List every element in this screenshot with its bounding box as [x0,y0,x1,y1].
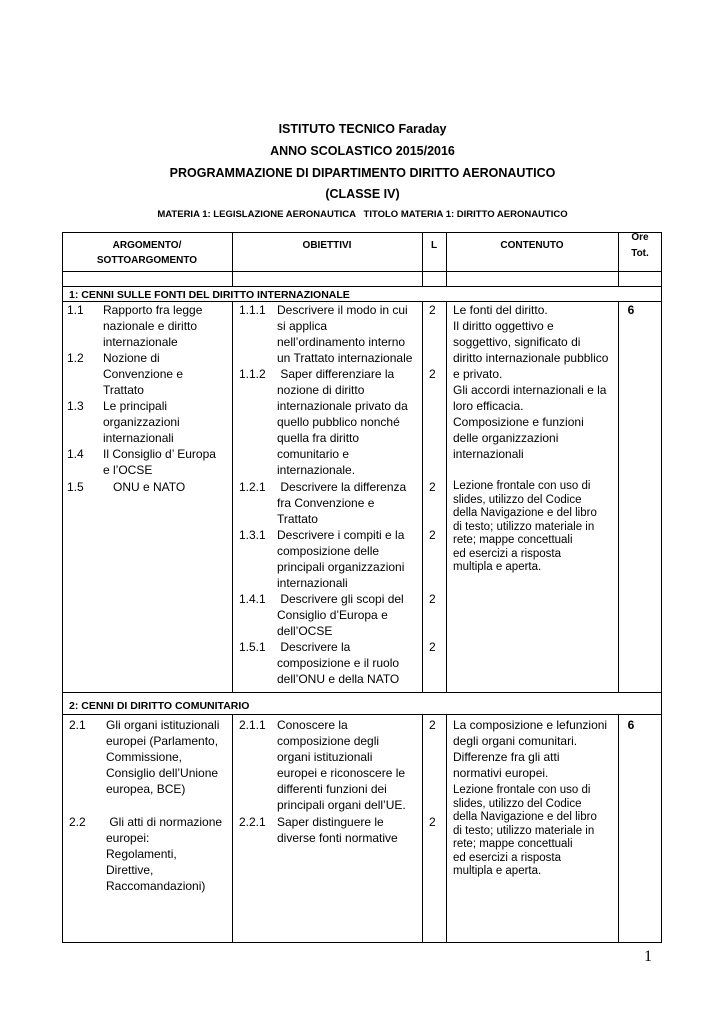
objective-num: 1.1.2 [239,367,266,381]
topic-num: 1.5 [67,480,84,494]
lesson-count: 2 [429,640,436,654]
objective-text: Descrivere gli scopi del Consiglio d’Europa e dell’OCSE [277,592,404,638]
topic-num: 1.3 [67,399,84,413]
section-1-title: 1: CENNI SULLE FONTI DEL DIRITTO INTERNAZIONALE [69,289,350,301]
lesson-count: 2 [429,815,436,829]
programme-title: PROGRAMMAZIONE DI DIPARTIMENTO DIRITTO AERONAUTICO [169,166,556,180]
topic-text: Nozione di Convenzione e Trattato [103,351,184,397]
school-title: ISTITUTO TECNICO Faraday [278,122,447,136]
lesson-count: 2 [429,303,436,317]
lesson-count: 2 [429,367,436,381]
topic-text: Il Consiglio d’ Europa e l’OCSE [103,447,216,477]
class-label: (CLASSE IV) [325,187,400,201]
col-header-contenuto: CONTENUTO [500,240,564,251]
col-header-argomento: ARGOMENTO/ SOTTOARGOMENTO [96,240,198,266]
section-hours: 6 [627,303,635,317]
topic-num: 1.1 [67,303,84,317]
topic-text: Le principali organizzazioni internazionali [103,399,180,445]
topic-text: Rapporto fra legge nazionale e diritto internazionale [103,303,203,349]
col-divider-1-s2 [232,714,233,943]
topic-text: ONU e NATO [113,480,186,494]
objective-text: Descrivere i compiti e la composizione delle principali organizzazioni internazionali [277,528,405,590]
col-header-l: L [430,240,438,251]
objective-text: Saper distinguere le diverse fonti normative [277,815,398,845]
objective-text: Descrivere la differenza fra Convenzione e Trattato [277,480,407,526]
section2-top-divider [62,692,662,693]
objective-num: 1.3.1 [239,528,266,542]
lesson-method-text: Lezione frontale con uso di slides, utilizzo del Codice della Navigazione e del libro di testo; utilizzo materiale in rete; mappe concettuali ed esercizi a risposta multipla e aperta. [453,480,597,573]
objective-text: Descrivere il modo in cui si applica nell’ordinamento interno un Trattato internazionale [277,303,413,365]
col-header-obiettivi: OBIETTIVI [302,240,352,251]
objective-num: 1.5.1 [239,640,266,654]
col-divider-2-s2 [422,714,423,943]
objective-num: 1.4.1 [239,592,266,606]
col-divider-4-s2 [618,714,619,943]
section2-header-divider [62,714,662,715]
col-divider-2-s1 [422,301,423,692]
objective-num: 1.1.1 [239,303,266,317]
page-number: 1 [644,948,652,965]
objective-text: Conoscere la composizione degli organi istituzionali europei e riconoscere le differenti funzioni dei principali organi dell’UE. [277,718,406,812]
col-divider-4-s1 [618,301,619,692]
header-row-divider [62,271,662,272]
section-2-title: 2: CENNI DI DIRITTO COMUNITARIO [69,700,250,712]
section1-header-divider [62,286,662,287]
section-hours: 6 [627,718,635,732]
content-text: Le fonti del diritto. Il diritto oggettivo e soggettivo, significato di diritto internazionale pubblico e privato. Gli accordi internazionali e la loro efficacia. Composizione e funzioni delle organizzazioni internazionali [453,303,609,461]
col-divider-3-s2 [446,714,447,943]
topic-num: 1.4 [67,447,84,461]
lesson-method-text: Lezione frontale con uso di slides, utilizzo del Codice della Navigazione e del libro di testo; utilizzo materiale in rete; mappe concettuali ed esercizi a risposta multipla e aperta. [453,784,597,877]
lesson-count: 2 [429,528,436,542]
objective-num: 2.2.1 [239,815,266,829]
school-year: ANNO SCOLASTICO 2015/2016 [270,144,455,158]
topic-num: 2.1 [69,718,86,732]
lesson-count: 2 [429,592,436,606]
col-header-ore: Ore Tot. [631,232,649,259]
col-divider-1-s1 [232,301,233,692]
objective-num: 2.1.1 [239,718,266,732]
lesson-count: 2 [429,718,436,732]
subject-line: MATERIA 1: LEGISLAZIONE AERONAUTICA TITOLO MATERIA 1: DIRITTO AERONAUTICO [157,209,568,220]
content-text: La composizione e lefunzioni degli organi comunitari. Differenze fra gli atti normativi europei. [453,718,608,780]
topic-text: Gli atti di normazione europei: Regolamenti, Direttive, Raccomandazioni) [106,815,223,893]
objective-text: Descrivere la composizione e il ruolo dell’ONU e della NATO [277,640,400,686]
col-divider-3-s1 [446,301,447,692]
topic-num: 2.2 [69,815,86,829]
objective-num: 1.2.1 [239,480,266,494]
topic-text: Gli organi istituzionali europei (Parlamento, Commissione, Consiglio dell’Unione europea, BCE) [106,718,220,796]
objective-text: Saper differenziare la nozione di diritto internazionale privato da quello pubblico nonché quella fra diritto comunitario e internazionale. [277,367,408,477]
lesson-count: 2 [429,480,436,494]
topic-num: 1.2 [67,351,84,365]
